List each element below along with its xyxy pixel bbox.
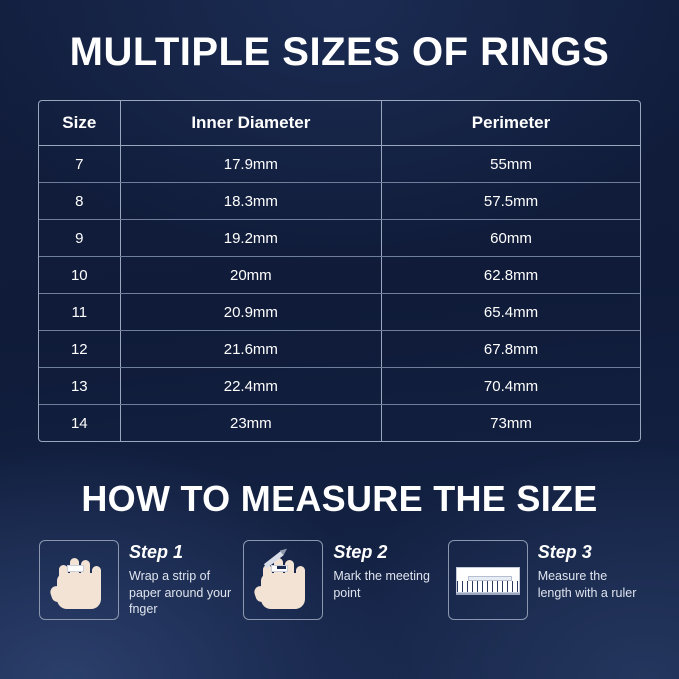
table-row (39, 257, 640, 294)
steps-container (38, 540, 641, 620)
cell-size: 12 (39, 331, 120, 368)
cell-perimeter: 60mm (382, 220, 640, 257)
step-3-text (538, 540, 640, 601)
step-3-description: Measure the length with a ruler (537, 568, 637, 600)
step-1-heading: Step 1 (129, 542, 184, 562)
step-2-heading: Step 2 (333, 542, 388, 562)
cell-size: 11 (39, 294, 120, 331)
cell-inner-diameter: 20mm (120, 257, 381, 294)
cell-size: 8 (39, 183, 120, 220)
cell-perimeter: 62.8mm (382, 257, 640, 294)
cell-perimeter: 73mm (490, 414, 532, 432)
table-row (39, 294, 640, 331)
column-header-perimeter: Perimeter (382, 101, 640, 146)
mark-line (277, 566, 286, 569)
step-1-text (129, 540, 231, 618)
cell-inner-diameter: 18.3mm (120, 183, 381, 220)
cell-perimeter: 70.4mm (382, 368, 640, 405)
step-2 (243, 540, 435, 620)
step-1-description: Wrap a strip of paper around your fnger (129, 568, 232, 617)
table-row (39, 368, 640, 405)
cell-inner-diameter: 19.2mm (120, 220, 381, 257)
table-row (39, 405, 640, 442)
section-title-how-to-measure: HOW TO MEASURE THE SIZE (81, 478, 598, 519)
cell-perimeter: 65.4mm (382, 294, 640, 331)
ruler-icon (448, 540, 528, 620)
ring-size-table-container (38, 100, 641, 442)
palm (57, 573, 101, 609)
page-title: MULTIPLE SIZES OF RINGS (69, 30, 610, 74)
cell-inner-diameter: 17.9mm (120, 146, 381, 183)
cell-inner-diameter: 21.6mm (120, 331, 381, 368)
table-row (39, 220, 640, 257)
cell-inner-diameter: 23mm (120, 405, 381, 442)
ruler-base-line (456, 593, 520, 595)
column-header-size: Size (39, 101, 120, 146)
column-header-inner-diameter: Inner Diameter (120, 101, 381, 146)
step-3 (448, 540, 640, 620)
hand-with-pen-icon (243, 540, 323, 620)
table-header-row (39, 101, 640, 146)
palm (261, 573, 305, 609)
paper-strip (67, 565, 84, 572)
hand-illustration (53, 553, 105, 611)
hand-illustration (257, 553, 309, 611)
cell-perimeter: 67.8mm (382, 331, 640, 368)
step-3-heading: Step 3 (537, 542, 592, 562)
hand-with-paper-strip-icon (39, 540, 119, 620)
step-2-description: Mark the meeting point (333, 568, 430, 600)
cell-perimeter: 55mm (382, 146, 640, 183)
cell-size: 10 (39, 257, 120, 294)
cell-size: 13 (39, 368, 120, 405)
cell-inner-diameter: 20.9mm (120, 294, 381, 331)
ring-size-table (39, 101, 640, 441)
ruler-ticks (457, 581, 519, 592)
cell-inner-diameter: 22.4mm (120, 368, 381, 405)
cell-perimeter: 57.5mm (382, 183, 640, 220)
table-row (39, 146, 640, 183)
table-row (39, 331, 640, 368)
ruler (456, 567, 520, 593)
cell-size: 14 (39, 405, 120, 442)
step-1 (39, 540, 231, 620)
cell-size: 9 (39, 220, 120, 257)
cell-size: 7 (39, 146, 120, 183)
step-2-text (333, 540, 435, 601)
table-row (39, 183, 640, 220)
